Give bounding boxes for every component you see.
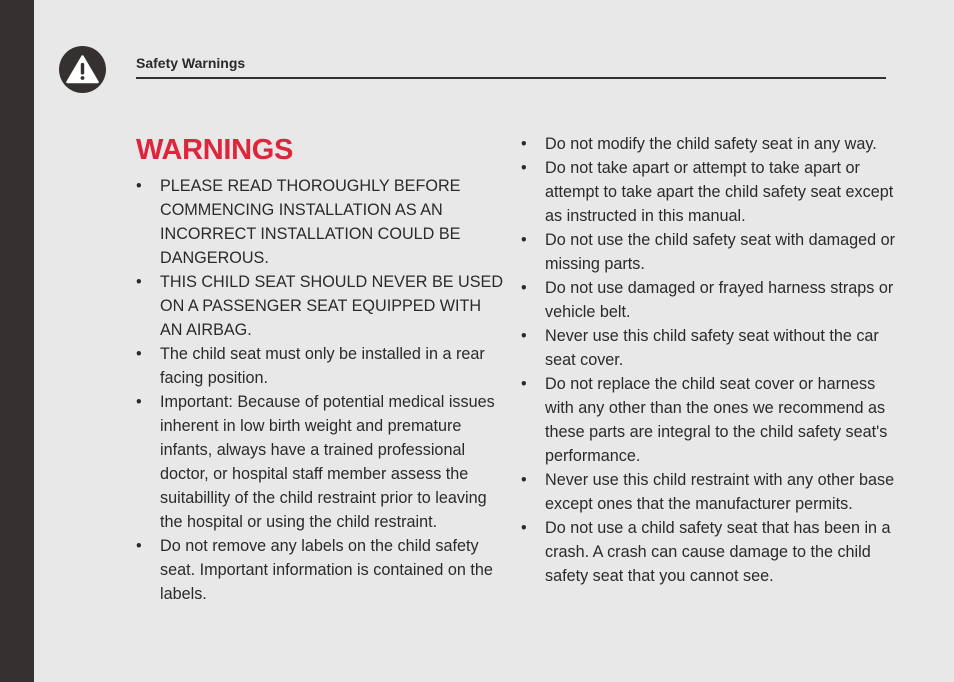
list-item: • THIS CHILD SEAT SHOULD NEVER BE USED ON A PASSENGER SEAT EQUIPPED WITH AN AIRBAG. <box>136 270 504 342</box>
list-item: • Do not use a child safety seat that has been in a crash. A crash can cause damage to the child safety seat that you cannot see. <box>521 516 903 588</box>
list-item: • Do not modify the child safety seat in any way. <box>521 132 903 156</box>
section-label: Safety Warnings <box>136 55 246 71</box>
header-divider <box>136 77 886 79</box>
left-warning-list <box>136 174 504 606</box>
side-strip <box>0 0 34 682</box>
list-item: • The child seat must only be installed in a rear facing position. <box>136 342 504 390</box>
list-item: • Never use this child safety seat without the car seat cover. <box>521 324 903 372</box>
warning-triangle-icon <box>59 46 106 93</box>
page-heading: WARNINGS <box>136 134 294 166</box>
list-item: • Do not remove any labels on the child safety seat. Important information is contained on the labels. <box>136 534 504 606</box>
list-item: • Do not replace the child seat cover or harness with any other than the ones we recommend as these parts are integral to the child safety seat's performance. <box>521 372 903 468</box>
list-item: • Never use this child restraint with any other base except ones that the manufacturer permits. <box>521 468 903 516</box>
list-item: • Do not use damaged or frayed harness straps or vehicle belt. <box>521 276 903 324</box>
list-item: • Important: Because of potential medical issues inherent in low birth weight and premature infants, always have a trained professional doctor, or hospital staff member assess the suitabillity of the child restraint prior to leaving the hospital or using the child restraint. <box>136 390 504 534</box>
list-item: • Do not use the child safety seat with damaged or missing parts. <box>521 228 903 276</box>
list-item: • Do not take apart or attempt to take apart or attempt to take apart the child safety seat except as instructed in this manual. <box>521 156 903 228</box>
list-item: • PLEASE READ THOROUGHLY BEFORE COMMENCING INSTALLATION AS AN INCORRECT INSTALLATION COULD BE DANGEROUS. <box>136 174 504 270</box>
warning-badge <box>59 46 106 93</box>
right-warning-list <box>521 132 903 588</box>
